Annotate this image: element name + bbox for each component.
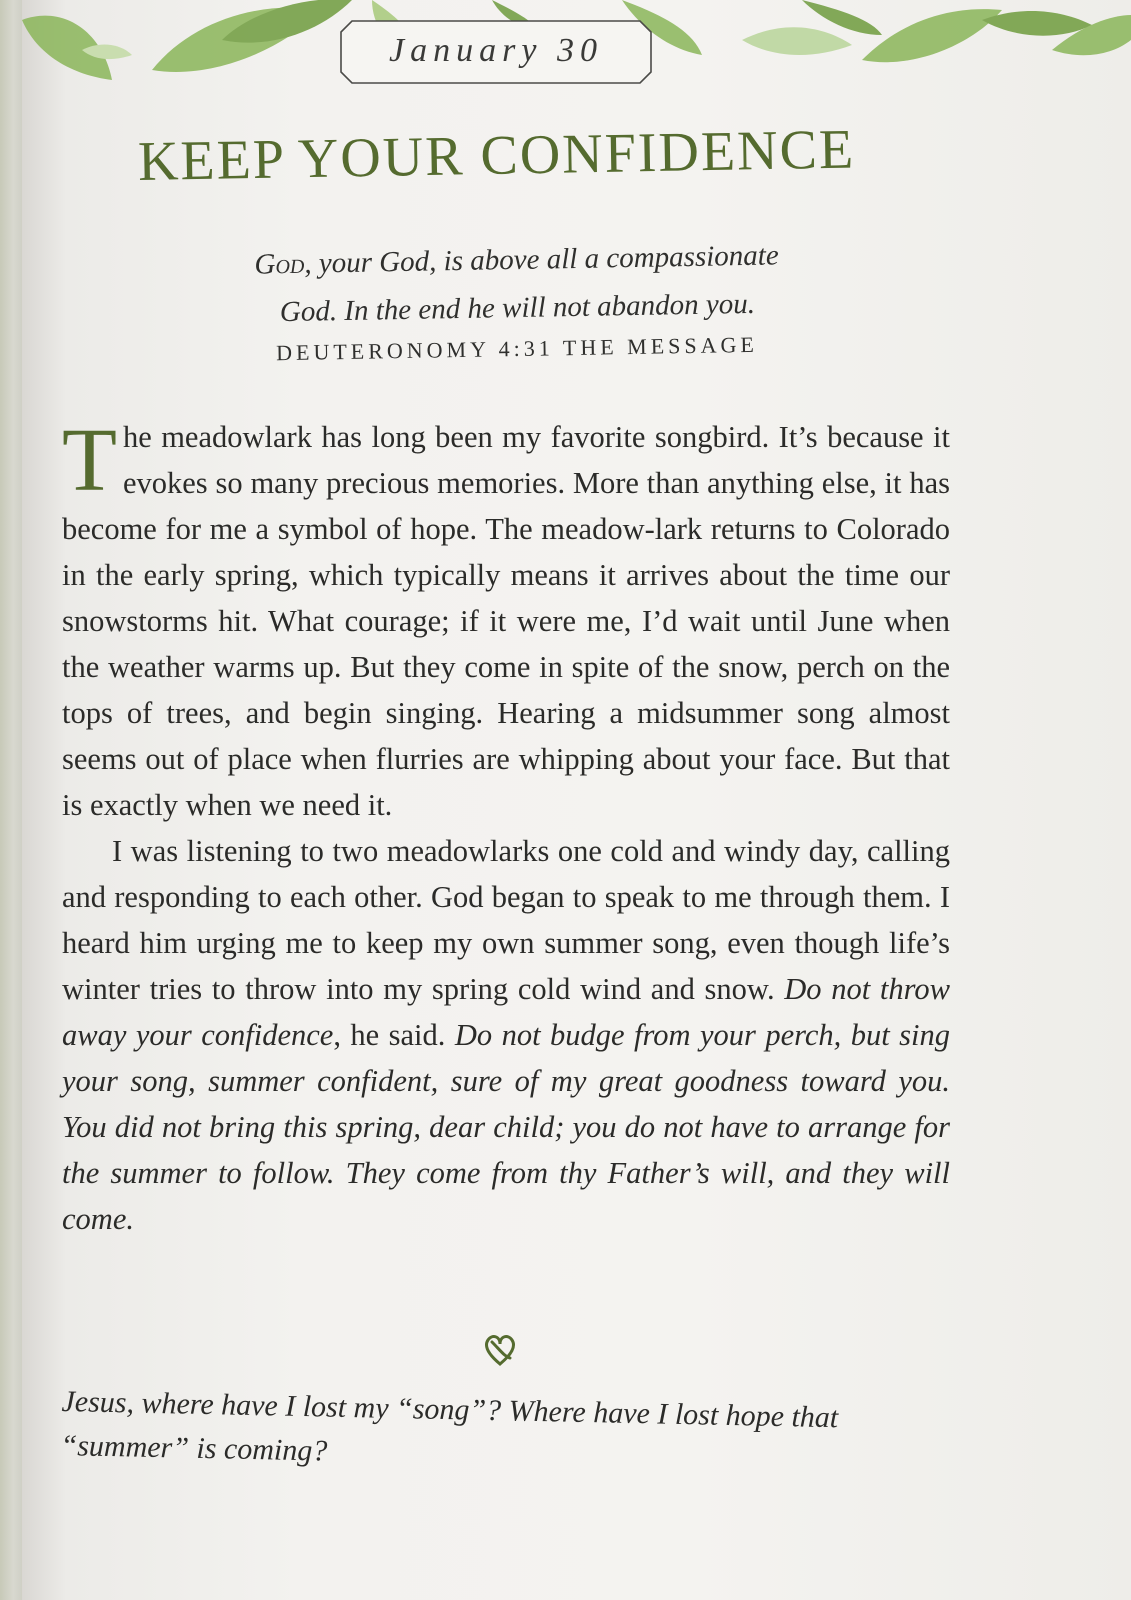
verse-reference: DEUTERONOMY 4:31 THE MESSAGE — [275, 331, 759, 366]
verse-line-1-rest: , your God, is above all a compassionate — [304, 239, 779, 280]
drop-cap: T — [62, 411, 117, 510]
paragraph-1-text: he meadowlark has long been my favorite songbird. It’s because it evokes so many precious memories. More than anything else, it has become for me a symbol of hope. The meadow-lark returns to Colorado in the early spring, which typically means it arrives about the time our snowstorms hit. What courage; if it were me, I’d wait until June when the weather warms up. But they come in spite of the snow, perch on the tops of trees, and begin singing. Hearing a midsummer song almost seems out of place when flurries are whipping about your face. But that is exactly when we need it. — [62, 420, 950, 822]
paragraph-2-italic-message: Do not budge from your perch, but sing your song, summer confident, sure of my great goodness toward you. You did not bring this spring, dear child; you do not have to arrange for the summer to follow. They come from thy Father’s will, and they will come. — [62, 1018, 951, 1236]
book-page-edge — [0, 0, 22, 1600]
verse-lord-word: God — [254, 247, 305, 281]
scripture-verse — [171, 230, 863, 338]
body-paragraph-2 — [62, 828, 950, 1242]
closing-prayer: Jesus, where have I lost my “song”? Where have I lost hope that “summer” is coming? — [60, 1384, 839, 1468]
heart-knot-ornament-icon — [480, 1330, 520, 1370]
date-label-box — [338, 18, 654, 86]
paragraph-2-text-start: I was listening to two meadowlarks one cold and windy day, calling and responding to each other. God began to speak to me through them. I heard him urging me to keep my own summer song, even though life’s winter tries to throw into my spring cold wind and snow. — [62, 834, 950, 1006]
body-paragraph-1 — [62, 411, 950, 828]
book-page — [22, 0, 1131, 1600]
paragraph-2-italic-quote: Do not throw away your confidence — [62, 972, 950, 1052]
entry-date: January 30 — [389, 32, 603, 69]
entry-title: KEEP YOUR CONFIDENCE — [137, 118, 856, 193]
paragraph-2-text-mid: , he said. — [333, 1018, 455, 1052]
verse-line-2: God. In the end he will not abandon you. — [279, 287, 756, 329]
entry-body — [62, 411, 951, 1242]
